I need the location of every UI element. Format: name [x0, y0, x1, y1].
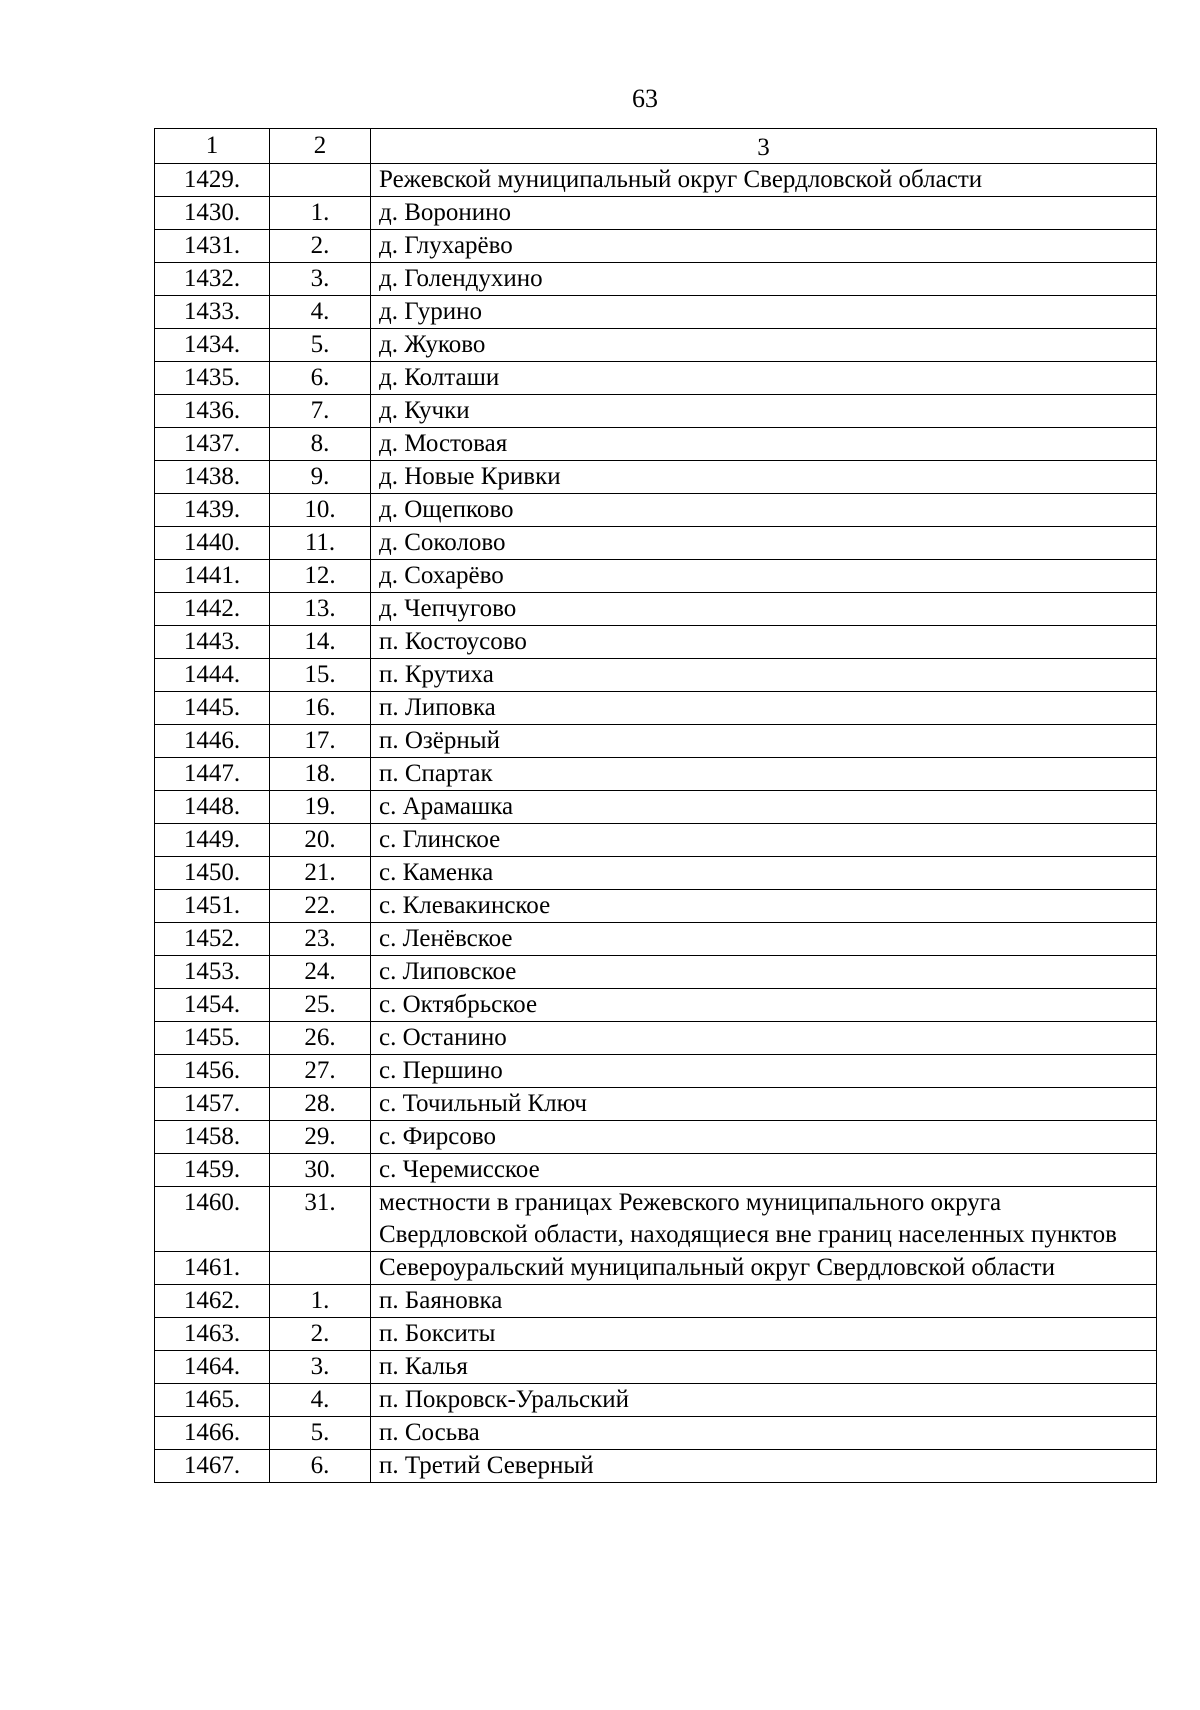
row-local-number: 9.	[270, 461, 371, 494]
row-local-number: 24.	[270, 956, 371, 989]
table-row	[155, 791, 1157, 824]
row-local-number: 23.	[270, 923, 371, 956]
table-row	[155, 692, 1157, 725]
settlements-table	[154, 128, 1157, 1483]
row-settlement-name: д. Новые Кривки	[371, 461, 1157, 494]
row-settlement-name: п. Калья	[371, 1351, 1157, 1384]
row-global-number: 1465.	[155, 1384, 270, 1417]
row-settlement-name: с. Арамашка	[371, 791, 1157, 824]
row-global-number: 1444.	[155, 659, 270, 692]
row-local-number: 11.	[270, 527, 371, 560]
row-local-number: 18.	[270, 758, 371, 791]
row-global-number: 1436.	[155, 395, 270, 428]
row-global-number: 1457.	[155, 1088, 270, 1121]
row-local-number: 30.	[270, 1154, 371, 1187]
row-local-number: 2.	[270, 1318, 371, 1351]
row-settlement-name: местности в границах Режевского муниципального округа Свердловской области, находящиеся вне границ населенных пунктов	[371, 1187, 1157, 1252]
table-row	[155, 758, 1157, 791]
table-row	[155, 1285, 1157, 1318]
row-settlement-name: п. Костоусово	[371, 626, 1157, 659]
table-row	[155, 1450, 1157, 1483]
row-settlement-name: с. Липовское	[371, 956, 1157, 989]
column-header-2: 2	[270, 129, 371, 164]
column-header-3: 3	[371, 129, 1157, 164]
row-local-number: 3.	[270, 1351, 371, 1384]
row-global-number: 1442.	[155, 593, 270, 626]
row-settlement-name: с. Першино	[371, 1055, 1157, 1088]
row-global-number: 1438.	[155, 461, 270, 494]
row-global-number: 1466.	[155, 1417, 270, 1450]
row-local-number: 22.	[270, 890, 371, 923]
row-local-number: 1.	[270, 197, 371, 230]
table-row	[155, 923, 1157, 956]
row-global-number: 1459.	[155, 1154, 270, 1187]
row-local-number: 20.	[270, 824, 371, 857]
table-row	[155, 230, 1157, 263]
row-settlement-name: д. Кучки	[371, 395, 1157, 428]
row-settlement-name: с. Клевакинское	[371, 890, 1157, 923]
row-global-number: 1431.	[155, 230, 270, 263]
row-settlement-name: п. Баяновка	[371, 1285, 1157, 1318]
row-local-number: 28.	[270, 1088, 371, 1121]
row-settlement-name: д. Жуково	[371, 329, 1157, 362]
row-local-number: 17.	[270, 725, 371, 758]
row-local-number: 8.	[270, 428, 371, 461]
table-row	[155, 1187, 1157, 1252]
row-local-number: 2.	[270, 230, 371, 263]
row-global-number: 1455.	[155, 1022, 270, 1055]
row-global-number: 1435.	[155, 362, 270, 395]
row-settlement-name: д. Колташи	[371, 362, 1157, 395]
row-settlement-name: п. Сосьва	[371, 1417, 1157, 1450]
row-global-number: 1463.	[155, 1318, 270, 1351]
table-row	[155, 956, 1157, 989]
row-local-number: 29.	[270, 1121, 371, 1154]
row-local-number: 6.	[270, 362, 371, 395]
row-local-number: 16.	[270, 692, 371, 725]
row-local-number: 7.	[270, 395, 371, 428]
table-row	[155, 527, 1157, 560]
row-local-number: 4.	[270, 296, 371, 329]
table-row	[155, 362, 1157, 395]
row-settlement-name: п. Озёрный	[371, 725, 1157, 758]
row-local-number: 14.	[270, 626, 371, 659]
row-local-number: 15.	[270, 659, 371, 692]
table-row	[155, 395, 1157, 428]
row-global-number: 1441.	[155, 560, 270, 593]
row-global-number: 1453.	[155, 956, 270, 989]
row-settlement-name: с. Фирсово	[371, 1121, 1157, 1154]
table-row	[155, 1154, 1157, 1187]
row-global-number: 1429.	[155, 164, 270, 197]
row-global-number: 1449.	[155, 824, 270, 857]
row-local-number: 27.	[270, 1055, 371, 1088]
table-row	[155, 1252, 1157, 1285]
table-row	[155, 329, 1157, 362]
row-settlement-name: с. Останино	[371, 1022, 1157, 1055]
row-global-number: 1448.	[155, 791, 270, 824]
table-row	[155, 626, 1157, 659]
table-row	[155, 1121, 1157, 1154]
row-local-number: 25.	[270, 989, 371, 1022]
table-row	[155, 659, 1157, 692]
row-global-number: 1446.	[155, 725, 270, 758]
row-global-number: 1432.	[155, 263, 270, 296]
row-global-number: 1430.	[155, 197, 270, 230]
row-local-number: 5.	[270, 1417, 371, 1450]
row-settlement-name: с. Черемисское	[371, 1154, 1157, 1187]
row-global-number: 1460.	[155, 1187, 270, 1252]
row-global-number: 1439.	[155, 494, 270, 527]
row-settlement-name: д. Чепчугово	[371, 593, 1157, 626]
row-local-number	[270, 1252, 371, 1285]
table-row	[155, 1318, 1157, 1351]
table-row	[155, 989, 1157, 1022]
page-number: 63	[632, 84, 658, 113]
header-row	[155, 129, 1157, 164]
table-row	[155, 164, 1157, 197]
row-settlement-name: д. Глухарёво	[371, 230, 1157, 263]
table-row	[155, 1022, 1157, 1055]
row-local-number: 12.	[270, 560, 371, 593]
row-settlement-name: п. Третий Северный	[371, 1450, 1157, 1483]
table-row	[155, 494, 1157, 527]
row-global-number: 1452.	[155, 923, 270, 956]
row-global-number: 1461.	[155, 1252, 270, 1285]
row-global-number: 1445.	[155, 692, 270, 725]
row-global-number: 1458.	[155, 1121, 270, 1154]
row-settlement-name: д. Мостовая	[371, 428, 1157, 461]
row-settlement-name: с. Ленёвское	[371, 923, 1157, 956]
table-row	[155, 857, 1157, 890]
row-settlement-name: п. Бокситы	[371, 1318, 1157, 1351]
table-row	[155, 890, 1157, 923]
table-row	[155, 461, 1157, 494]
row-local-number: 1.	[270, 1285, 371, 1318]
row-local-number: 4.	[270, 1384, 371, 1417]
row-settlement-name: п. Липовка	[371, 692, 1157, 725]
row-settlement-name: с. Глинское	[371, 824, 1157, 857]
row-global-number: 1437.	[155, 428, 270, 461]
table-body	[155, 164, 1157, 1483]
row-global-number: 1443.	[155, 626, 270, 659]
row-global-number: 1433.	[155, 296, 270, 329]
row-settlement-name: с. Точильный Ключ	[371, 1088, 1157, 1121]
table-row	[155, 560, 1157, 593]
row-local-number: 31.	[270, 1187, 371, 1252]
table-row	[155, 1055, 1157, 1088]
table-row	[155, 263, 1157, 296]
row-settlement-name: Североуральский муниципальный округ Свердловской области	[371, 1252, 1157, 1285]
row-global-number: 1447.	[155, 758, 270, 791]
table-row	[155, 1384, 1157, 1417]
row-settlement-name: д. Голендухино	[371, 263, 1157, 296]
table-header	[155, 129, 1157, 164]
table-row	[155, 1351, 1157, 1384]
row-global-number: 1451.	[155, 890, 270, 923]
row-settlement-name: п. Спартак	[371, 758, 1157, 791]
table-row	[155, 428, 1157, 461]
row-local-number: 21.	[270, 857, 371, 890]
row-global-number: 1440.	[155, 527, 270, 560]
table-row	[155, 197, 1157, 230]
row-settlement-name: п. Покровск-Уральский	[371, 1384, 1157, 1417]
column-header-1: 1	[155, 129, 270, 164]
table-row	[155, 296, 1157, 329]
table-row	[155, 593, 1157, 626]
row-settlement-name: с. Октябрьское	[371, 989, 1157, 1022]
row-local-number: 6.	[270, 1450, 371, 1483]
table-row	[155, 824, 1157, 857]
row-settlement-name: д. Соколово	[371, 527, 1157, 560]
row-global-number: 1450.	[155, 857, 270, 890]
row-settlement-name: Режевской муниципальный округ Свердловской области	[371, 164, 1157, 197]
row-local-number: 19.	[270, 791, 371, 824]
row-local-number: 13.	[270, 593, 371, 626]
row-settlement-name: п. Крутиха	[371, 659, 1157, 692]
table-row	[155, 1088, 1157, 1121]
row-global-number: 1464.	[155, 1351, 270, 1384]
row-local-number	[270, 164, 371, 197]
row-global-number: 1456.	[155, 1055, 270, 1088]
row-settlement-name: д. Воронино	[371, 197, 1157, 230]
row-local-number: 3.	[270, 263, 371, 296]
row-settlement-name: д. Ощепково	[371, 494, 1157, 527]
row-local-number: 5.	[270, 329, 371, 362]
row-settlement-name: д. Гурино	[371, 296, 1157, 329]
row-settlement-name: д. Сохарёво	[371, 560, 1157, 593]
row-local-number: 26.	[270, 1022, 371, 1055]
row-local-number: 10.	[270, 494, 371, 527]
row-global-number: 1462.	[155, 1285, 270, 1318]
row-global-number: 1467.	[155, 1450, 270, 1483]
table-row	[155, 725, 1157, 758]
row-global-number: 1434.	[155, 329, 270, 362]
row-global-number: 1454.	[155, 989, 270, 1022]
row-settlement-name: с. Каменка	[371, 857, 1157, 890]
table-row	[155, 1417, 1157, 1450]
